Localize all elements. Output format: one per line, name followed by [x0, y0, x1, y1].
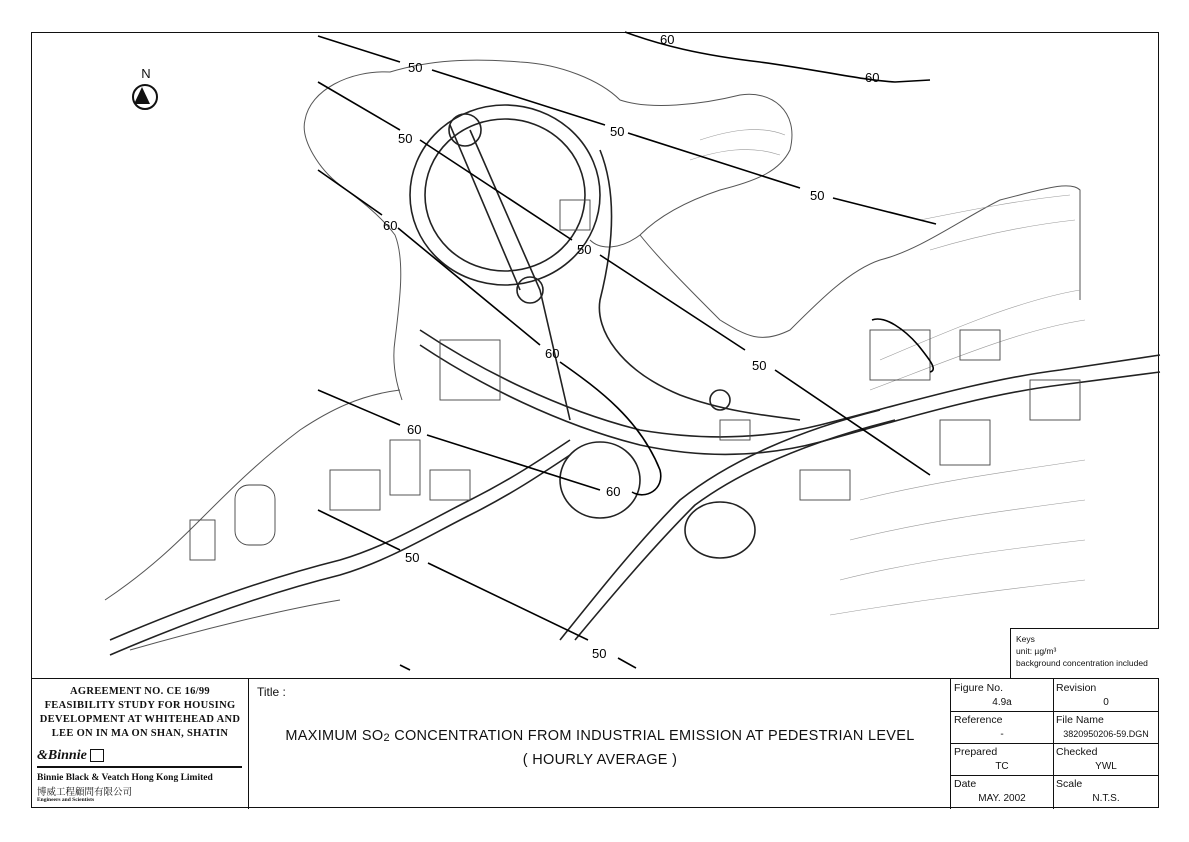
contour-label-50: 50 [398, 131, 413, 146]
company-name-cn: 博威工程顧問有限公司 [37, 787, 133, 798]
checked-label: Checked [1056, 746, 1098, 758]
map-keys [1010, 628, 1159, 678]
drawing-info [951, 679, 1159, 809]
figure-value: 4.9a [992, 697, 1012, 708]
contour-label-60: 60 [606, 484, 621, 499]
terrain-contours [690, 130, 1085, 615]
contour-label-60: 60 [383, 218, 398, 233]
company-subtitle: Engineers and Scientists [37, 797, 95, 803]
ampersand-icon: & [37, 748, 48, 763]
building-blocks [190, 200, 1080, 560]
title-prefix: MAXIMUM SO [285, 728, 384, 744]
contour-label-60: 60 [545, 346, 560, 361]
date-value: MAY. 2002 [978, 793, 1026, 804]
reference-value: - [1000, 729, 1004, 740]
isopleth-60-lower [318, 390, 600, 490]
scale-value: N.T.S. [1092, 793, 1120, 804]
title-line-1 [249, 725, 951, 749]
checked-cell [1053, 743, 1159, 775]
logo-text: Binnie [47, 748, 87, 763]
title-suffix: CONCENTRATION FROM INDUSTRIAL EMISSION AT PEDESTRIAN LEVEL [389, 728, 915, 744]
contour-label-50: 50 [752, 358, 767, 373]
contour-label-50: 50 [810, 188, 825, 203]
title-subscript: 2 [383, 732, 390, 744]
date-label: Date [954, 778, 977, 790]
date-cell [951, 775, 1053, 809]
road-network [110, 105, 1160, 655]
revision-cell [1053, 679, 1159, 711]
file-value: 3820950206-59.DGN [1063, 729, 1149, 739]
binnie-logo [37, 748, 104, 764]
contour-label-60: 60 [407, 422, 422, 437]
title-line-2: ( HOURLY AVERAGE ) [522, 752, 678, 768]
north-label: N [141, 66, 151, 81]
logo-box-icon [90, 749, 104, 762]
keys-unit: unit: µg/m³ [1016, 646, 1057, 656]
file-cell [1053, 711, 1159, 743]
project-info [31, 679, 249, 809]
agreement-line: DEVELOPMENT AT WHITEHEAD AND [39, 714, 241, 725]
closed-loop-ne [872, 319, 933, 372]
contour-label-60: 60 [660, 32, 675, 47]
contour-label-50: 50 [577, 242, 592, 257]
isopleth-labels[interactable] [383, 32, 879, 661]
logo-rule [37, 766, 242, 768]
north-arrow [128, 66, 164, 122]
revision-value: 0 [1103, 697, 1109, 708]
north-arrow-icon [134, 87, 150, 104]
reference-cell [951, 711, 1053, 743]
figure-label: Figure No. [954, 682, 1004, 694]
prepared-label: Prepared [954, 746, 998, 758]
keys-heading: Keys [1016, 634, 1035, 644]
title-label: Title : [257, 685, 286, 699]
drawing-title [249, 679, 951, 809]
title-text [249, 725, 951, 771]
prepared-value: TC [995, 761, 1009, 772]
figure-cell [951, 679, 1053, 711]
contour-label-50: 50 [610, 124, 625, 139]
contour-label-50: 50 [408, 60, 423, 75]
agreement-line: AGREEMENT NO. CE 16/99 [69, 686, 210, 697]
scale-cell [1053, 775, 1159, 809]
contour-label-50: 50 [405, 550, 420, 565]
contour-label-50: 50 [592, 646, 607, 661]
keys-note: background concentration included [1016, 658, 1148, 668]
scale-label: Scale [1056, 778, 1083, 790]
company-name: Binnie Black & Veatch Hong Kong Limited [37, 773, 213, 783]
contour-label-60: 60 [865, 70, 880, 85]
agreement-text [31, 685, 249, 741]
revision-label: Revision [1056, 682, 1097, 694]
checked-value: YWL [1095, 761, 1117, 772]
file-label: File Name [1056, 714, 1104, 726]
prepared-cell [951, 743, 1053, 775]
isopleth-50-lower [318, 510, 636, 668]
reference-label: Reference [954, 714, 1003, 726]
agreement-line: FEASIBILITY STUDY FOR HOUSING [44, 700, 236, 711]
agreement-line: LEE ON IN MA ON SHAN, SHATIN [51, 728, 229, 739]
title-block [31, 678, 1159, 808]
coastline [105, 60, 1080, 650]
so2-isopleths [318, 32, 936, 670]
